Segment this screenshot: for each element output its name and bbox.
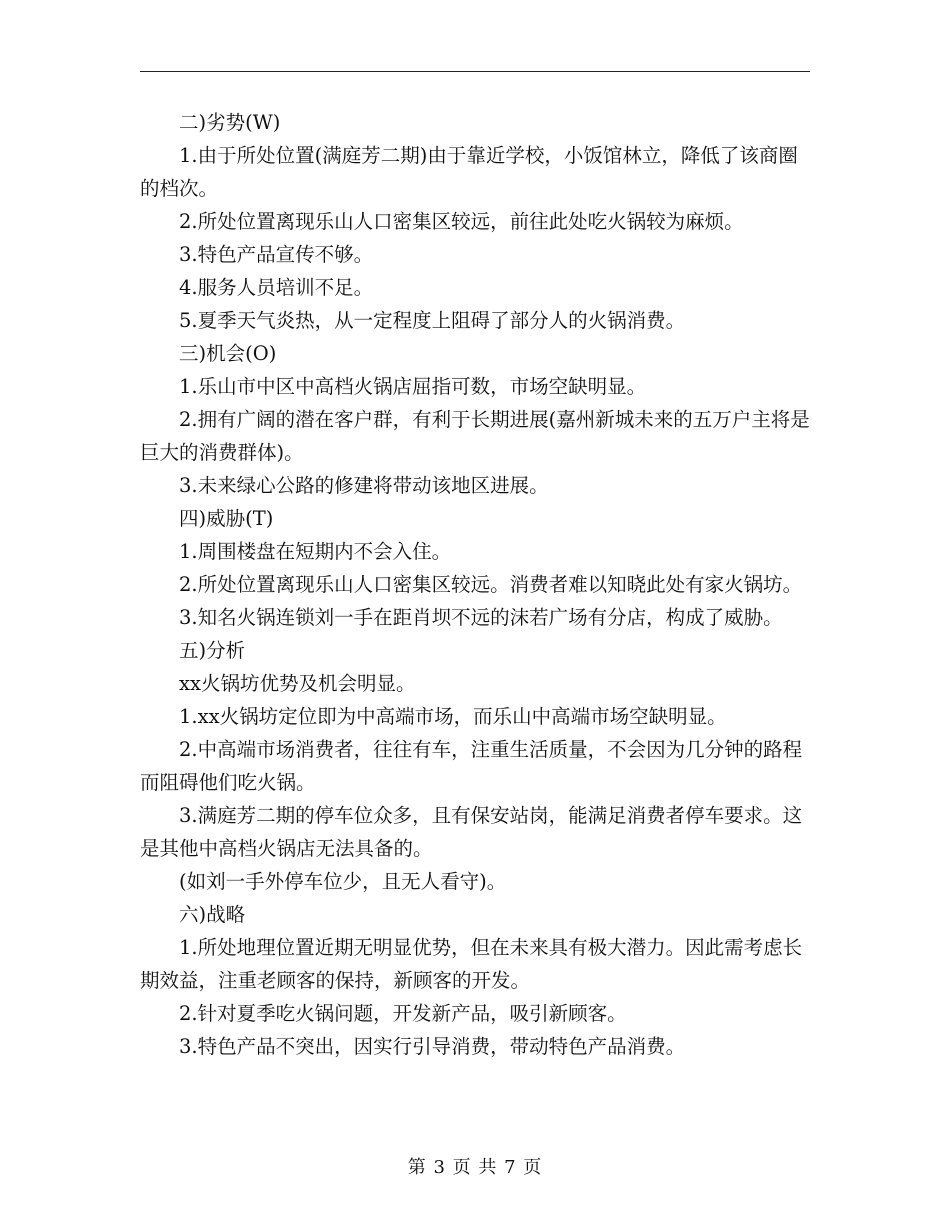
paragraph: 3.特色产品不突出，因实行引导消费，带动特色产品消费。 — [179, 1035, 686, 1058]
paragraph: (如刘一手外停车位少，且无人看守)。 — [179, 870, 507, 893]
paragraph: 3.特色产品宣传不够。 — [179, 243, 374, 266]
section-heading-weaknesses: 二)劣势(W) — [179, 111, 281, 134]
paragraph: 1.由于所处位置(满庭芳二期)由于靠近学校，小饭馆林立，降低了该商圈的档次。 — [140, 144, 798, 200]
paragraph: 2.所处位置离现乐山人口密集区较远。消费者难以知晓此处有家火锅坊。 — [179, 573, 803, 596]
header-rule — [140, 71, 810, 72]
paragraph: 1.周围楼盘在短期内不会入住。 — [179, 540, 452, 563]
paragraph: 1.xx火锅坊定位即为中高端市场，而乐山中高端市场空缺明显。 — [179, 705, 727, 728]
section-heading-threats: 四)威胁(T) — [179, 507, 274, 530]
section-heading-opportunities: 三)机会(O) — [179, 342, 277, 365]
paragraph: 2.拥有广阔的潜在客户群，有利于长期进展(嘉州新城未来的五万户主将是巨大的消费群体)。 — [140, 408, 810, 464]
paragraph: 3.满庭芳二期的停车位众多，且有保安站岗，能满足消费者停车要求。这是其他中高档火锅店无法具备的。 — [140, 804, 803, 860]
page-number: 第 3 页 共 7 页 — [407, 1157, 543, 1178]
paragraph: 1.所处地理位置近期无明显优势，但在未来具有极大潜力。因此需考虑长期效益，注重老顾客的保持，新顾客的开发。 — [140, 936, 803, 992]
paragraph: 4.服务人员培训不足。 — [179, 276, 374, 299]
paragraph: 2.中高端市场消费者，往往有车，注重生活质量，不会因为几分钟的路程而阻碍他们吃火锅。 — [140, 738, 803, 794]
paragraph: 1.乐山市中区中高档火锅店屈指可数，市场空缺明显。 — [179, 375, 647, 398]
paragraph: 3.未来绿心公路的修建将带动该地区进展。 — [179, 474, 549, 497]
paragraph: 2.所处位置离现乐山人口密集区较远，前往此处吃火锅较为麻烦。 — [179, 210, 744, 233]
document-body — [140, 106, 810, 1063]
paragraph: 2.针对夏季吃火锅问题，开发新产品，吸引新顾客。 — [179, 1002, 627, 1025]
paragraph: 5.夏季天气炎热，从一定程度上阻碍了部分人的火锅消费。 — [179, 309, 686, 332]
paragraph: 3.知名火锅连锁刘一手在距肖坝不远的沫若广场有分店，构成了威胁。 — [179, 606, 783, 629]
section-heading-analysis: 五)分析 — [179, 639, 246, 662]
section-heading-strategy: 六)战略 — [179, 903, 246, 926]
paragraph: xx火锅坊优势及机会明显。 — [179, 672, 416, 695]
